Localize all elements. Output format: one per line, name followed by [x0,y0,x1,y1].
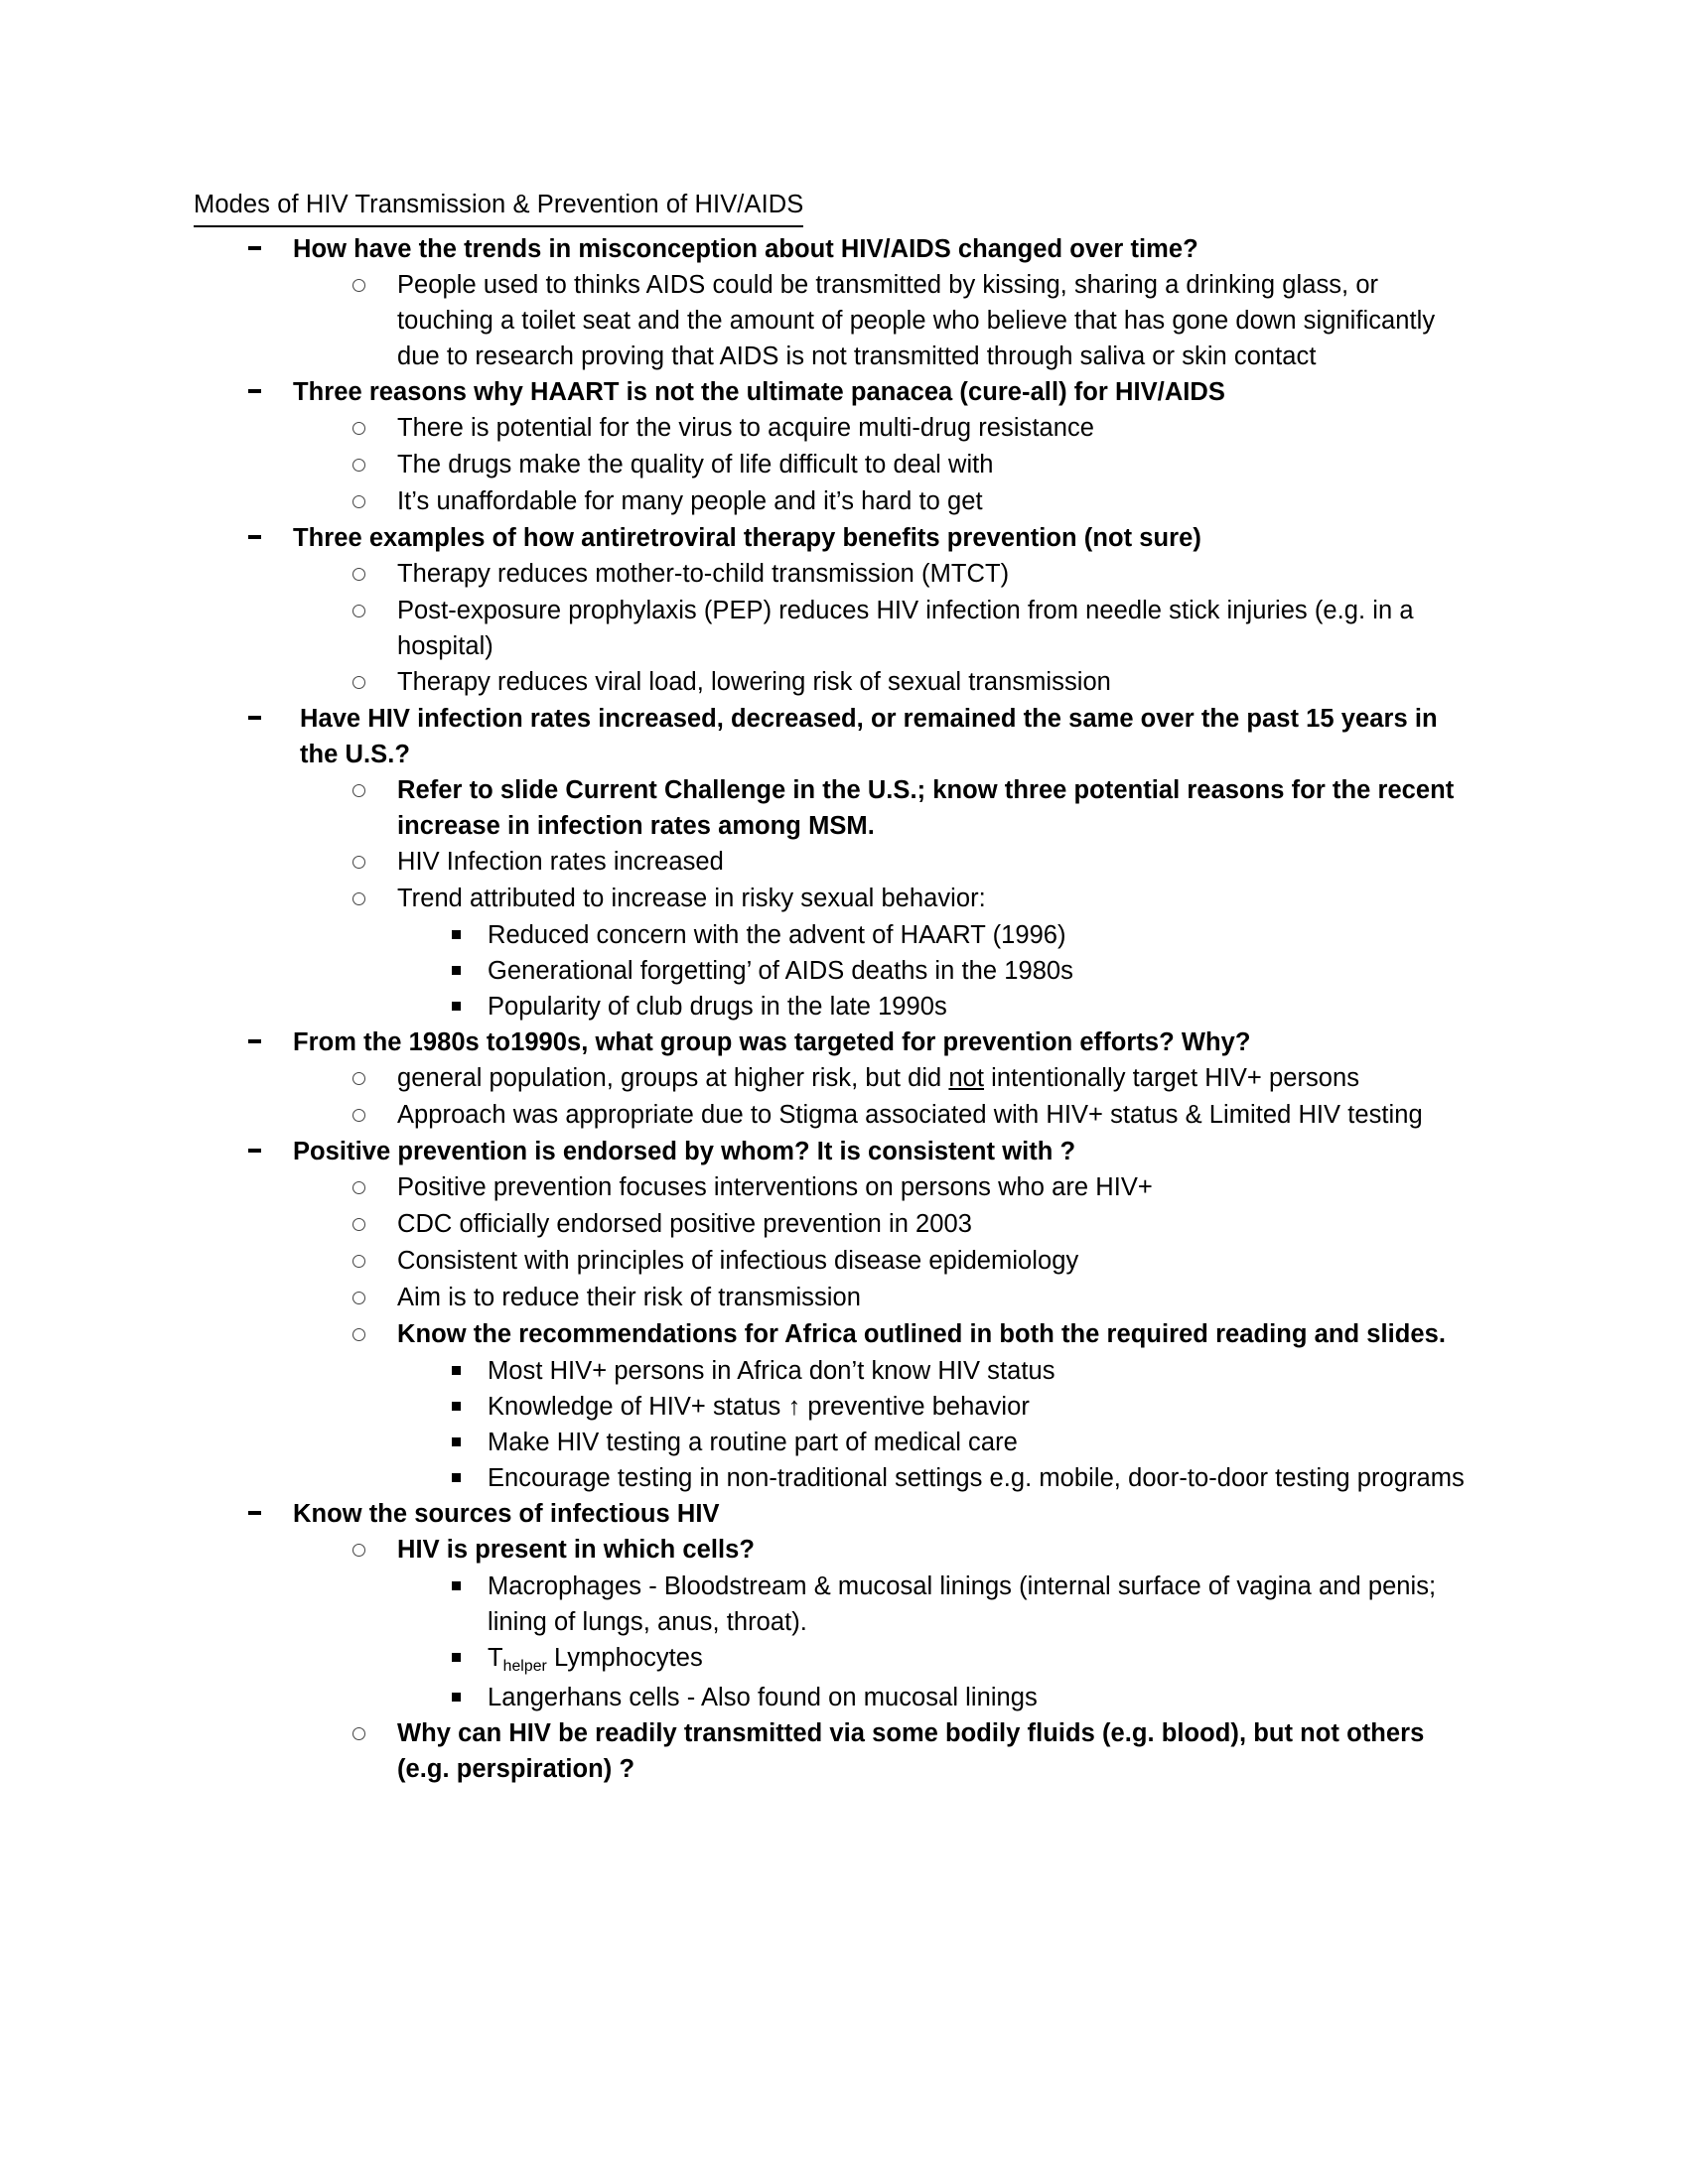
list-item-text: Trend attributed to increase in risky sexual behavior: [397,885,986,912]
list-item-text: HIV Infection rates increased [397,848,724,876]
text-fragment-post: intentionally target HIV+ persons [984,1064,1360,1092]
circle-bullet-icon [352,556,397,593]
square-bullet-icon [452,1680,488,1714]
list-item-text: Approach was appropriate due to Stigma associated with HIV+ status & Limited HIV testing [397,1101,1423,1129]
heading-bullet-row [248,1496,1475,1532]
circle-bullet-icon [352,772,397,809]
list-item [352,410,1475,447]
list-item [352,881,1475,917]
circle-bullet-icon [352,267,397,304]
circle-bullet-icon [352,447,397,483]
list-item-text: Why can HIV be readily transmitted via some bodily fluids (e.g. blood), but not others (e.g. perspiration) ? [397,1719,1425,1783]
dash-bullet-icon [248,701,293,737]
list-item [352,1060,1475,1097]
page-title: Modes of HIV Transmission & Prevention of HIV/AIDS [194,185,803,227]
circle-bullet-icon [352,1206,397,1243]
circle-bullet-icon [352,483,397,520]
circle-bullet-icon [352,1169,397,1206]
section-heading: Have HIV infection rates increased, decreased, or remained the same over the past 15 years in the U.S.? [300,705,1438,768]
dash-bullet-icon [248,520,293,556]
sub-list-item [452,1569,1475,1640]
sub-list-item-text: Most HIV+ persons in Africa don’t know HIV status [488,1357,1055,1385]
section-heading: Positive prevention is endorsed by whom? It is consistent with ? [293,1138,1076,1165]
list-item-text: There is potential for the virus to acquire multi-drug resistance [397,414,1094,442]
list-item-text: It’s unaffordable for many people and it’s hard to get [397,487,983,515]
list-item-text: CDC officially endorsed positive prevention in 2003 [397,1210,972,1238]
square-bullet-icon [452,1353,488,1388]
list-item [352,772,1475,844]
list-item [352,1532,1475,1569]
list-item-text: Post-exposure prophylaxis (PEP) reduces HIV infection from needle stick injuries (e.g. in a hospital) [397,597,1414,660]
document-body [194,185,1475,1787]
circle-bullet-icon [352,1097,397,1134]
sub-list-item [452,1640,1475,1680]
dash-bullet-icon [248,374,293,410]
sub-list-item [452,989,1475,1024]
heading-bullet-row [248,701,1475,772]
sub-list-item-text: Langerhans cells - Also found on mucosal linings [488,1684,1038,1711]
heading-bullet-row [248,231,1475,267]
circle-bullet-icon [352,1280,397,1316]
dash-bullet-icon [248,1134,293,1169]
square-bullet-icon [452,917,488,952]
square-bullet-icon [452,1389,488,1424]
circle-bullet-icon [352,664,397,701]
list-item-text: The drugs make the quality of life difficult to deal with [397,451,994,478]
sub-list-item-text: Macrophages - Bloodstream & mucosal linings (internal surface of vagina and penis; lining of lungs, anus, throat). [488,1572,1437,1636]
circle-bullet-icon [352,593,397,629]
dash-bullet-icon [248,231,293,267]
t-helper-symbol: T [488,1644,503,1672]
sub-list-item [452,1353,1475,1389]
list-item [352,664,1475,701]
list-item [352,1715,1475,1787]
list-item [352,1280,1475,1316]
list-item [352,267,1475,374]
section-heading: How have the trends in misconception about HIV/AIDS changed over time? [293,235,1198,263]
list-item [352,844,1475,881]
sub-list-item [452,917,1475,953]
section-heading: Three reasons why HAART is not the ultimate panacea (cure-all) for HIV/AIDS [293,378,1225,406]
circle-bullet-icon [352,1532,397,1569]
sub-list-item [452,1680,1475,1715]
sub-list-item [452,1460,1475,1496]
heading-bullet-row [248,1024,1475,1060]
sub-list-item-text: Make HIV testing a routine part of medical care [488,1429,1018,1456]
list-item [352,1243,1475,1280]
circle-bullet-icon [352,1715,397,1752]
list-item [352,483,1475,520]
t-helper-subscript: helper [502,1657,547,1675]
section-heading: From the 1980s to1990s, what group was targeted for prevention efforts? Why? [293,1028,1251,1056]
square-bullet-icon [452,1460,488,1495]
list-item-text: Positive prevention focuses interventions on persons who are HIV+ [397,1173,1153,1201]
circle-bullet-icon [352,1060,397,1097]
list-item-text: Aim is to reduce their risk of transmission [397,1284,861,1311]
circle-bullet-icon [352,844,397,881]
circle-bullet-icon [352,1243,397,1280]
section-heading: Three examples of how antiretroviral therapy benefits prevention (not sure) [293,524,1201,552]
sub-list-item [452,953,1475,989]
sub-list-item-text: Generational forgetting’ of AIDS deaths in the 1980s [488,957,1073,985]
list-item-text: People used to thinks AIDS could be transmitted by kissing, sharing a drinking glass, or touching a toilet seat and the amount of people who believe that has gone down significantly due to research proving that AIDS is not transmitted through saliva or skin contact [397,271,1436,370]
list-item [352,447,1475,483]
list-item [352,1097,1475,1134]
sub-list-item [452,1425,1475,1460]
list-item [352,1316,1475,1353]
square-bullet-icon [452,1640,488,1675]
square-bullet-icon [452,1569,488,1603]
square-bullet-icon [452,989,488,1024]
heading-bullet-row [248,1134,1475,1169]
sub-list-item-text: Knowledge of HIV+ status ↑ preventive behavior [488,1393,1030,1421]
lymphocytes-label: Lymphocytes [554,1644,703,1672]
sub-list-item-text: Reduced concern with the advent of HAART (1996) [488,921,1066,949]
square-bullet-icon [452,953,488,988]
circle-bullet-icon [352,410,397,447]
list-item [352,593,1475,664]
circle-bullet-icon [352,881,397,917]
list-item [352,1169,1475,1206]
sub-list-item-text: Encourage testing in non-traditional settings e.g. mobile, door-to-door testing programs [488,1464,1465,1492]
circle-bullet-icon [352,1316,397,1353]
heading-bullet-row [248,374,1475,410]
list-item-text: Know the recommendations for Africa outlined in both the required reading and slides. [397,1320,1446,1348]
underlined-not: not [948,1064,985,1092]
list-item [352,556,1475,593]
list-item-text: Consistent with principles of infectious disease epidemiology [397,1247,1079,1275]
dash-bullet-icon [248,1496,293,1532]
sub-list-item-text [488,1640,1475,1680]
dash-bullet-icon [248,1024,293,1060]
square-bullet-icon [452,1425,488,1459]
list-item-text [397,1060,1475,1096]
list-item-text: HIV is present in which cells? [397,1536,756,1564]
list-item-text: Refer to slide Current Challenge in the U.S.; know three potential reasons for the recent increase in infection rates among MSM. [397,776,1455,840]
list-item-text: Therapy reduces viral load, lowering risk of sexual transmission [397,668,1111,696]
list-item [352,1206,1475,1243]
sub-list-item-text: Popularity of club drugs in the late 1990s [488,993,947,1021]
heading-bullet-row [248,520,1475,556]
section-heading: Know the sources of infectious HIV [293,1500,720,1528]
text-fragment-pre: general population, groups at higher risk, but did [397,1064,949,1092]
sub-list-item [452,1389,1475,1425]
list-item-text: Therapy reduces mother-to-child transmission (MTCT) [397,560,1010,588]
